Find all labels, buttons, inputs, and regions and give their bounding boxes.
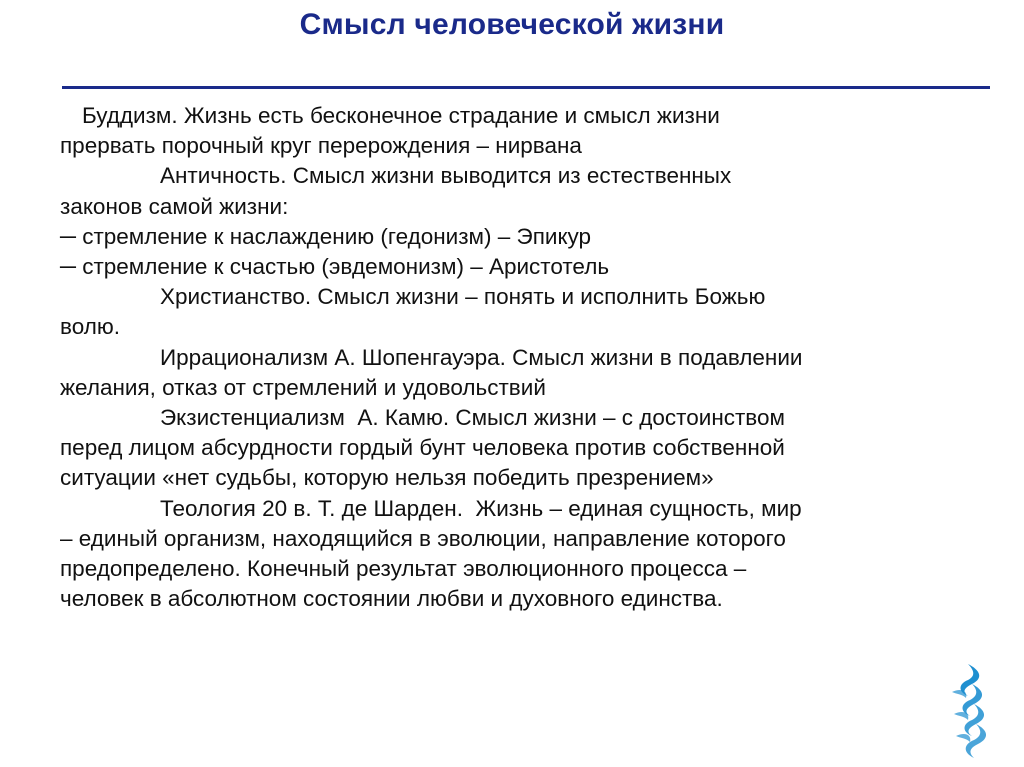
text-line: предопределено. Конечный результат эволюционного процесса – xyxy=(60,556,747,582)
text-line: Теология 20 в. Т. де Шарден. Жизнь – единая сущность, мир xyxy=(160,495,802,521)
text-line: ─ стремление к счастью (эвдемонизм) – Аристотель xyxy=(60,254,610,280)
text-line: Экзистенциализм А. Камю. Смысл жизни – с достоинством xyxy=(160,405,785,431)
text-line: желания, отказ от стремлений и удовольствий xyxy=(60,374,546,400)
text-line: – единый организм, находящийся в эволюции, направление которого xyxy=(60,525,786,551)
dna-helix-icon xyxy=(938,662,1002,762)
text-line: Буддизм. Жизнь есть бесконечное страдание и смысл жизни xyxy=(82,103,720,128)
slide-body xyxy=(60,101,1000,614)
text-line: Античность. Смысл жизни выводится из естественных xyxy=(160,163,732,189)
text-line: Христианство. Смысл жизни – понять и исполнить Божью xyxy=(160,284,766,310)
text-line: ситуации «нет судьбы, которую нельзя победить презрением» xyxy=(60,465,714,491)
text-line: волю. xyxy=(60,314,120,340)
text-line: человек в абсолютном состоянии любви и духовного единства. xyxy=(60,586,723,612)
title-divider xyxy=(62,86,990,89)
text-line: прервать порочный круг перерождения – нирвана xyxy=(60,133,582,159)
slide-title: Смысл человеческой жизни xyxy=(299,8,725,41)
text-line: перед лицом абсурдности гордый бунт человека против собственной xyxy=(60,435,785,461)
text-line: законов самой жизни: xyxy=(60,193,289,219)
text-line: ─ стремление к наслаждению (гедонизм) – Эпикур xyxy=(60,223,592,249)
text-line: Иррационализм А. Шопенгауэра. Смысл жизни в подавлении xyxy=(160,344,803,370)
